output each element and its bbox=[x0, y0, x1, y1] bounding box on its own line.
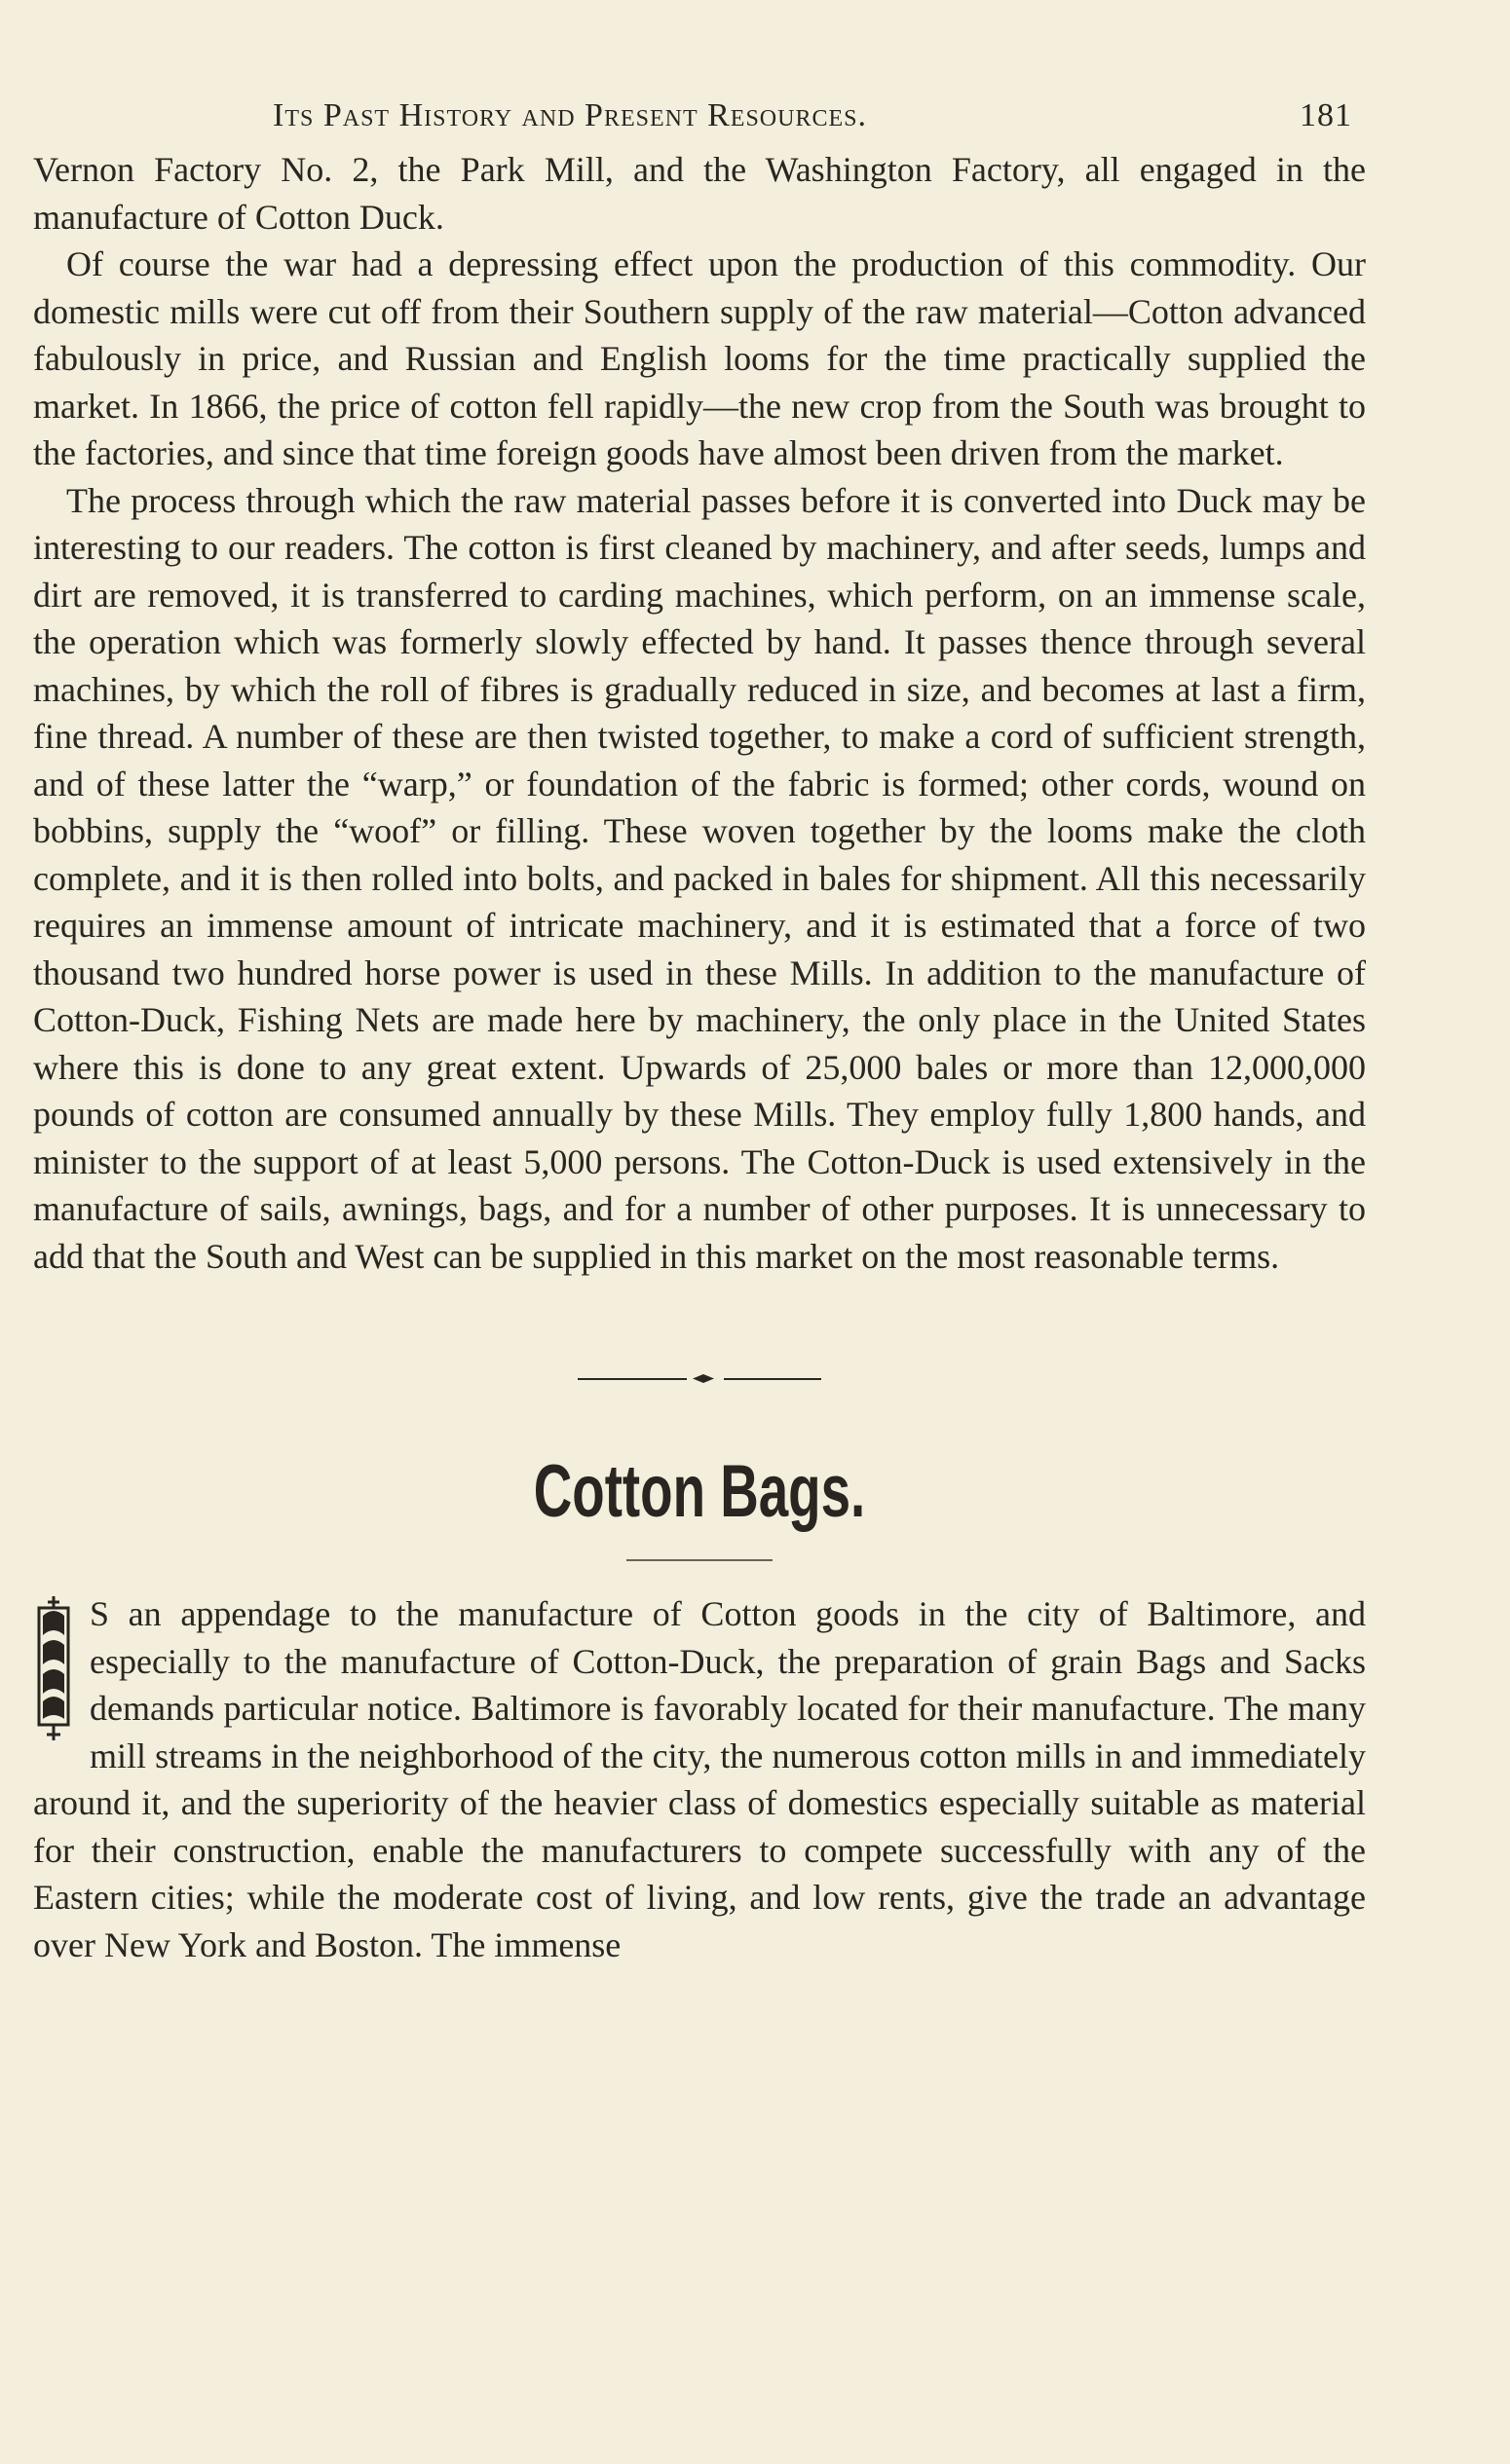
section-divider-ornament bbox=[578, 1369, 821, 1389]
paragraph-1: Vernon Factory No. 2, the Park Mill, and the Washington Factory, all engaged in the manufacture of Cotton Duck. bbox=[33, 150, 1366, 237]
decorative-initial-icon bbox=[33, 1596, 82, 1742]
section-body bbox=[33, 1590, 1366, 1968]
page-number: 181 bbox=[1300, 97, 1352, 133]
paragraph-3: The process through which the raw material passes before it is converted into Duck may be interesting to our readers. The cotton is first cleaned by machinery, and after seeds, lumps and dirt are removed, it is transferred to carding machines, which perform, on an immense scale, the operation which was formerly slowly effected by hand. It passes thence through several machines, by which the roll of fibres is gradually reduced in size, and becomes at last a firm, fine thread. A number of these are then twisted together, to make a cord of sufficient strength, and of these latter the “warp,” or foundation of the fabric is formed; other cords, wound on bobbins, supply the “woof” or filling. These woven together by the looms make the cloth complete, and it is then rolled into bolts, and packed in bales for shipment. All this necessarily requires an immense amount of intricate machinery, and it is estimated that a force of two thousand two hundred horse power is used in these Mills. In addition to the manufacture of Cotton-Duck, Fishing Nets are made here by machinery, the only place in the United States where this is done to any great extent. Upwards of 25,000 bales or more than 12,000,000 pounds of cotton are consumed annually by these Mills. They employ fully 1,800 hands, and minister to the support of at least 5,000 persons. The Cotton-Duck is used extensively in the manufacture of sails, awnings, bags, and for a number of other purposes. It is unnecessary to add that the South and West can be supplied in this market on the most reasonable terms. bbox=[33, 480, 1366, 1276]
running-title: Its Past History and Present Resources. bbox=[273, 97, 867, 133]
paragraph-2: Of course the war had a depressing effect upon the production of this commodity. Our domestic mills were cut off from their Southern supply of the raw material—Cotton advanced fabulously in price, and Russian and English looms for the time practically supplied the market. In 1866, the price of cotton fell rapidly—the new crop from the South was brought to the factories, and since that time foreign goods have almost been driven from the market. bbox=[33, 244, 1366, 472]
title-rule bbox=[626, 1559, 773, 1561]
section-title: Cotton Bags. bbox=[533, 1450, 866, 1533]
section-paragraph: S an appendage to the manufacture of Cotton goods in the city of Baltimore, and especially to the manufacture of Cotton-Duck, the preparation of grain Bags and Sacks demands particular notice. Baltimore is favorably located for their manufacture. The many mill streams in the neighborhood of the city, the numerous cotton mills in and immediately around it, and the superiority of the heavier class of domestics especially suitable as material for their construction, enable the manufacturers to compete successfully with any of the Eastern cities; while the moderate cost of living, and low rents, give the trade an advantage over New York and Boston. The immense bbox=[33, 1594, 1366, 1964]
running-head bbox=[33, 97, 1366, 134]
